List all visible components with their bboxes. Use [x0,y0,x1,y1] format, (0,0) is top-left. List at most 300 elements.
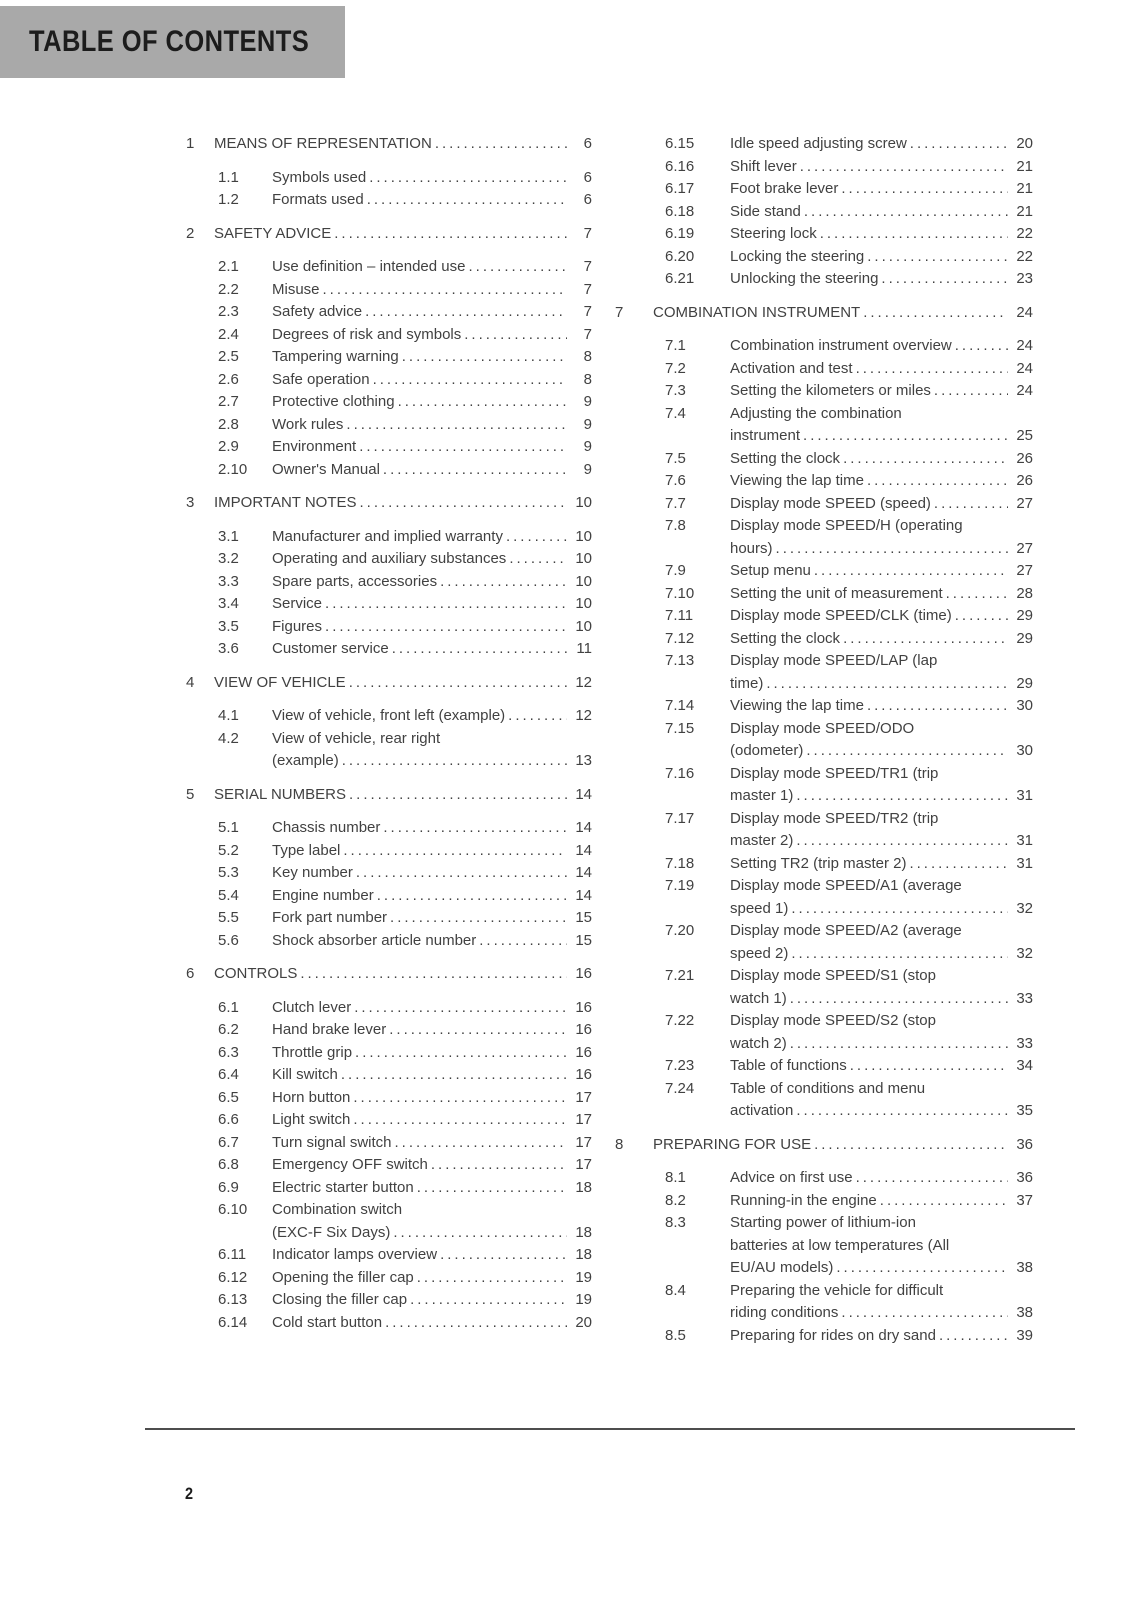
toc-entry-number: 5.1 [218,819,239,836]
toc-entry-page: 27 [1016,562,1033,579]
toc-entry-number: 2.6 [218,370,239,388]
toc-entry-number: 2.3 [218,303,239,320]
toc-entry-title: Customer service [272,640,389,657]
toc-item-entry [186,369,592,392]
toc-entry-number: 6.17 [665,180,695,197]
toc-dot-leader [479,930,567,953]
toc-entry-title: Preparing the vehicle for difficult [730,1281,944,1299]
toc-entry-page: 7 [583,224,592,242]
toc-entry-title: Use definition – intended use [272,258,466,275]
toc-item-entry [615,695,1033,718]
toc-entry-title: Display mode SPEED/S2 (stop [730,1012,936,1029]
toc-entry-number: 8 [615,1135,624,1153]
toc-entry-page: 13 [575,752,592,769]
toc-dot-leader [356,862,567,885]
toc-dot-leader [417,1177,567,1200]
toc-entry-number: 7.6 [665,472,686,489]
toc-item-entry [186,705,592,728]
toc-item-entry [615,808,1033,853]
toc-entry-title: EU/AU models) [730,1259,834,1276]
toc-entry-page: 8 [583,348,592,365]
toc-entry-title: Display mode SPEED/TR1 (trip [730,764,939,782]
toc-entry-number: 6.12 [218,1268,248,1286]
toc-item-entry [186,1267,592,1290]
toc-dot-leader [934,493,1008,516]
toc-item-entry [186,1132,592,1155]
toc-dot-leader [435,133,567,156]
toc-entry-page: 16 [575,1043,592,1061]
toc-entry-title: Opening the filler cap [272,1268,414,1286]
toc-dot-leader [349,784,567,807]
toc-dot-leader [909,853,1008,876]
toc-item-entry [186,1154,592,1177]
toc-item-entry [615,1190,1033,1213]
toc-entry-number: 4.2 [218,729,239,747]
toc-entry-title: Combination instrument overview [730,337,952,354]
toc-dot-leader [369,167,567,190]
toc-dot-leader [814,560,1008,583]
toc-entry-number: 6.9 [218,1178,239,1196]
toc-dot-leader [343,840,567,863]
toc-entry-page: 22 [1016,225,1033,242]
toc-dot-leader [367,189,567,212]
toc-item-entry [615,493,1033,516]
toc-entry-number: 1.2 [218,191,239,208]
toc-entry-page: 14 [575,886,592,904]
toc-section-entry [186,492,592,515]
toc-item-entry [186,616,592,639]
toc-entry-number: 1 [186,135,195,152]
toc-item-entry [186,391,592,414]
toc-dot-leader [392,638,567,661]
toc-dot-leader [402,346,567,369]
toc-entry-title: Setting the unit of measurement [730,584,943,602]
toc-entry-number: 5.5 [218,909,239,926]
toc-item-entry [186,324,592,347]
toc-entry-title: COMBINATION INSTRUMENT [653,303,861,321]
toc-dot-leader [863,302,1008,325]
toc-entry-title: SAFETY ADVICE [214,224,332,242]
toc-entry-number: 7.14 [665,697,695,714]
toc-entry-title: Safety advice [272,303,363,320]
toc-entry-number: 3.5 [218,617,239,635]
toc-entry-number: 4 [186,673,195,691]
toc-entry-title: Manufacturer and implied warranty [272,527,503,545]
toc-entry-page: 35 [1016,1102,1033,1119]
toc-entry-page: 9 [583,393,592,410]
toc-entry-page: 24 [1016,359,1033,377]
toc-item-entry [615,515,1033,560]
toc-dot-leader [390,907,567,930]
toc-item-entry [186,167,592,190]
toc-entry-title: (odometer) [730,742,804,759]
toc-entry-title: Tampering warning [272,348,399,365]
toc-dot-leader [934,380,1008,403]
toc-entry-page: 14 [575,841,592,859]
toc-entry-number: 2.5 [218,348,239,365]
toc-entry-number: 7.4 [665,404,686,422]
toc-dot-leader [796,785,1008,808]
toc-dot-leader [800,156,1008,179]
toc-dot-leader [440,571,567,594]
toc-item-entry [615,853,1033,876]
toc-item-entry [615,583,1033,606]
toc-entry-title: Owner's Manual [272,460,380,478]
toc-entry-number: 6.2 [218,1021,239,1038]
toc-dot-leader [867,695,1008,718]
toc-entry-page: 16 [575,998,592,1016]
toc-entry-title: (EXC-F Six Days) [272,1223,391,1241]
toc-entry-title: activation [730,1102,794,1119]
toc-entry-title: Viewing the lap time [730,697,864,714]
toc-entry-number: 7.16 [665,764,695,782]
toc-entry-number: 6.16 [665,157,695,175]
toc-entry-number: 7.20 [665,922,695,939]
toc-entry-page: 22 [1016,247,1033,265]
toc-entry-title: SERIAL NUMBERS [214,785,346,803]
toc-entry-number: 7.8 [665,517,686,534]
toc-entry-page: 9 [583,438,592,455]
toc-item-entry [615,1055,1033,1078]
toc-entry-number: 2.9 [218,438,239,455]
toc-dot-leader [804,201,1008,224]
toc-dot-leader [791,898,1008,921]
toc-item-entry [186,1177,592,1200]
toc-dot-leader [881,268,1008,291]
toc-entry-number: 6.5 [218,1088,239,1106]
toc-entry-number: 2.4 [218,325,239,343]
toc-entry-page: 17 [575,1111,592,1128]
toc-entry-page: 15 [575,931,592,949]
toc-entry-title: instrument [730,427,801,444]
toc-entry-number: 7.23 [665,1057,695,1074]
page-header [0,6,345,78]
toc-dot-leader [349,672,567,695]
toc-entry-number: 7.13 [665,652,695,669]
toc-entry-title: master 1) [730,787,794,804]
toc-dot-leader [325,593,567,616]
toc-entry-number: 6.19 [665,225,695,242]
toc-item-entry [615,628,1033,651]
toc-dot-leader [867,470,1008,493]
toc-dot-leader [431,1154,567,1177]
toc-entry-page: 14 [575,785,592,803]
toc-entry-number: 2.7 [218,393,239,410]
toc-dot-leader [353,1087,567,1110]
toc-entry-page: 12 [575,673,592,691]
toc-entry-page: 30 [1016,697,1033,714]
toc-dot-leader [383,459,567,482]
toc-entry-title: Cold start button [272,1313,383,1331]
toc-item-entry [615,403,1033,448]
toc-entry-number: 6.4 [218,1066,239,1083]
toc-item-entry [186,1199,592,1244]
toc-dot-leader [506,526,567,549]
toc-item-entry [615,335,1033,358]
toc-dot-leader [323,279,567,302]
toc-dot-leader [377,885,567,908]
toc-entry-title: Protective clothing [272,393,395,410]
toc-entry-title: Unlocking the steering [730,270,879,287]
toc-item-entry [615,763,1033,808]
toc-entry-number: 6.13 [218,1291,248,1308]
toc-item-entry [186,1042,592,1065]
toc-entry-title: Closing the filler cap [272,1291,408,1308]
toc-entry-page: 9 [583,460,592,478]
toc-entry-title: Running-in the engine [730,1191,877,1209]
toc-dot-leader [814,1134,1008,1157]
toc-entry-number: 2.10 [218,460,248,478]
toc-item-entry [186,414,592,437]
toc-entry-number: 7.12 [665,629,695,647]
toc-entry-title: Shock absorber article number [272,931,477,949]
toc-entry-title: Hand brake lever [272,1021,387,1038]
toc-entry-number: 2.1 [218,258,239,275]
toc-entry-title: hours) [730,539,773,557]
toc-section-entry [615,1134,1033,1157]
toc-entry-page: 23 [1016,270,1033,287]
toc-item-entry [186,256,592,279]
toc-entry-title: Table of conditions and menu [730,1079,926,1097]
toc-entry-page: 7 [583,258,592,275]
toc-dot-leader [939,1325,1008,1348]
toc-item-entry [186,189,592,212]
toc-entry-number: 6.14 [218,1313,248,1331]
toc-dot-leader [393,1222,567,1245]
toc-right-column [615,133,1033,1347]
toc-entry-page: 27 [1016,539,1033,557]
toc-entry-page: 28 [1016,584,1033,602]
toc-dot-leader [398,391,567,414]
toc-entry-page: 32 [1016,944,1033,962]
toc-entry-number: 6.7 [218,1133,239,1151]
toc-dot-leader [385,1312,567,1335]
toc-dot-leader [395,1132,568,1155]
toc-entry-title: Turn signal switch [272,1133,392,1151]
toc-item-entry [186,1064,592,1087]
toc-entry-number: 6.15 [665,135,695,152]
toc-entry-number: 7.1 [665,337,686,354]
toc-entry-title: Viewing the lap time [730,472,864,489]
toc-entry-page: 33 [1016,1034,1033,1052]
toc-entry-title: Operating and auxiliary substances [272,550,507,567]
toc-entry-title: Display mode SPEED/A2 (average [730,922,962,939]
toc-entry-number: 6.10 [218,1201,248,1218]
toc-entry-page: 37 [1016,1191,1033,1209]
footer-divider [145,1428,1075,1430]
toc-entry-title: Figures [272,617,323,635]
toc-item-entry [615,920,1033,965]
toc-dot-leader [342,750,567,773]
toc-dot-leader [843,448,1008,471]
toc-entry-title: View of vehicle, rear right [272,729,441,747]
toc-item-entry [186,862,592,885]
toc-item-entry [615,1167,1033,1190]
toc-entry-page: 10 [575,595,592,612]
toc-item-entry [615,718,1033,763]
toc-section-entry [186,963,592,986]
toc-entry-number: 7.17 [665,809,695,827]
toc-entry-title: Horn button [272,1088,351,1106]
toc-item-entry [615,965,1033,1010]
toc-entry-number: 8.4 [665,1281,686,1299]
toc-entry-page: 36 [1016,1169,1033,1186]
toc-dot-leader [341,1064,567,1087]
toc-entry-number: 7.21 [665,967,695,984]
toc-dot-leader [796,1100,1008,1123]
toc-entry-page: 18 [575,1223,592,1241]
toc-entry-title: VIEW OF VEHICLE [214,673,346,691]
toc-entry-title: PREPARING FOR USE [653,1135,812,1153]
toc-entry-page: 39 [1016,1326,1033,1344]
toc-dot-leader [360,492,567,515]
toc-entry-number: 5.2 [218,841,239,859]
toc-entry-number: 8.3 [665,1214,686,1231]
toc-entry-number: 3.6 [218,640,239,657]
toc-entry-page: 17 [575,1088,592,1106]
toc-dot-leader [300,963,567,986]
toc-dot-leader [850,1055,1008,1078]
toc-entry-title: Locking the steering [730,247,865,265]
toc-entry-title: Shift lever [730,157,797,175]
toc-entry-title: speed 2) [730,944,789,962]
toc-item-entry [186,885,592,908]
toc-dot-leader [334,223,567,246]
toc-entry-title: Spare parts, accessories [272,572,438,590]
toc-entry-number: 4.1 [218,707,239,724]
toc-entry-title: Chassis number [272,819,381,836]
toc-entry-page: 16 [575,965,592,982]
toc-dot-leader [410,1289,567,1312]
toc-entry-page: 26 [1016,449,1033,467]
toc-dot-leader [946,583,1008,606]
toc-entry-page: 31 [1016,787,1033,804]
toc-item-entry [615,1212,1033,1280]
toc-entry-title: speed 1) [730,899,789,917]
toc-entry-title: Service [272,595,323,612]
toc-entry-title: Key number [272,864,353,881]
toc-entry-page: 34 [1016,1057,1033,1074]
toc-entry-title: Emergency OFF switch [272,1156,428,1173]
toc-entry-page: 21 [1016,202,1033,220]
toc-dot-leader [353,1109,567,1132]
toc-dot-leader [355,1042,567,1065]
toc-entry-title: master 2) [730,832,794,849]
toc-entry-page: 10 [575,572,592,590]
toc-entry-title: View of vehicle, front left (example) [272,707,506,724]
toc-entry-title: Kill switch [272,1066,338,1083]
toc-item-entry [186,930,592,953]
toc-entry-title: Setup menu [730,562,811,579]
toc-entry-page: 33 [1016,989,1033,1007]
toc-item-entry [615,605,1033,628]
toc-entry-page: 16 [575,1021,592,1038]
toc-entry-page: 20 [575,1313,592,1331]
toc-dot-leader [791,943,1008,966]
toc-entry-number: 6.6 [218,1111,239,1128]
toc-item-entry [186,301,592,324]
toc-dot-leader [766,673,1008,696]
toc-entry-title: Side stand [730,202,801,220]
toc-entry-page: 6 [583,135,592,152]
toc-item-entry [615,223,1033,246]
toc-entry-page: 25 [1016,427,1033,444]
toc-entry-number: 7.11 [665,607,694,624]
toc-section-entry [186,223,592,246]
toc-entry-title: Setting the clock [730,629,841,647]
toc-entry-title: Display mode SPEED/A1 (average [730,877,962,894]
toc-entry-page: 7 [583,325,592,343]
toc-dot-leader [803,425,1008,448]
toc-entry-number: 8.1 [665,1169,686,1186]
toc-entry-title: Clutch lever [272,998,352,1016]
toc-entry-page: 30 [1016,742,1033,759]
toc-entry-page: 14 [575,864,592,881]
page-title: TABLE OF CONTENTS [29,25,310,58]
toc-entry-title: Misuse [272,280,320,298]
toc-entry-page: 27 [1016,494,1033,512]
toc-item-entry [186,817,592,840]
toc-entry-page: 24 [1016,337,1033,354]
toc-dot-leader [365,301,567,324]
toc-dot-leader [354,997,567,1020]
toc-entry-page: 7 [583,280,592,298]
toc-dot-leader [359,436,567,459]
toc-entry-title: Combination switch [272,1201,403,1218]
toc-item-entry [186,548,592,571]
toc-left-column [186,133,592,1334]
toc-entry-title: Symbols used [272,168,367,186]
toc-entry-title: Degrees of risk and symbols [272,325,462,343]
toc-entry-title: Display mode SPEED/TR2 (trip [730,809,939,827]
toc-dot-leader [841,178,1008,201]
toc-dot-leader [955,335,1008,358]
toc-entry-page: 29 [1016,674,1033,692]
toc-dot-leader [955,605,1008,628]
toc-dot-leader [389,1019,567,1042]
toc-item-entry [186,1109,592,1132]
toc-entry-page: 10 [575,550,592,567]
toc-entry-page: 6 [583,168,592,186]
toc-entry-title: Adjusting the combination [730,404,902,422]
toc-item-entry [186,840,592,863]
toc-item-entry [186,997,592,1020]
toc-entry-title: Idle speed adjusting screw [730,135,907,152]
toc-item-entry [186,571,592,594]
toc-dot-leader [790,988,1008,1011]
toc-entry-page: 38 [1016,1259,1033,1276]
toc-entry-number: 6.20 [665,247,695,265]
toc-item-entry [615,470,1033,493]
toc-entry-page: 12 [575,707,592,724]
toc-dot-leader [880,1190,1008,1213]
toc-entry-number: 3.3 [218,572,239,590]
toc-item-entry [615,1325,1033,1348]
toc-entry-number: 6.18 [665,202,695,220]
toc-entry-number: 6.8 [218,1156,239,1173]
toc-entry-number: 7.19 [665,877,695,894]
toc-dot-leader [464,324,567,347]
toc-item-entry [615,1010,1033,1055]
toc-item-entry [615,650,1033,695]
toc-dot-leader [346,414,567,437]
toc-dot-leader [509,548,567,571]
toc-entry-number: 5.4 [218,886,239,904]
toc-entry-number: 6.1 [218,998,239,1016]
toc-entry-title: watch 1) [730,989,787,1007]
toc-dot-leader [468,256,567,279]
toc-entry-number: 3.4 [218,595,239,612]
